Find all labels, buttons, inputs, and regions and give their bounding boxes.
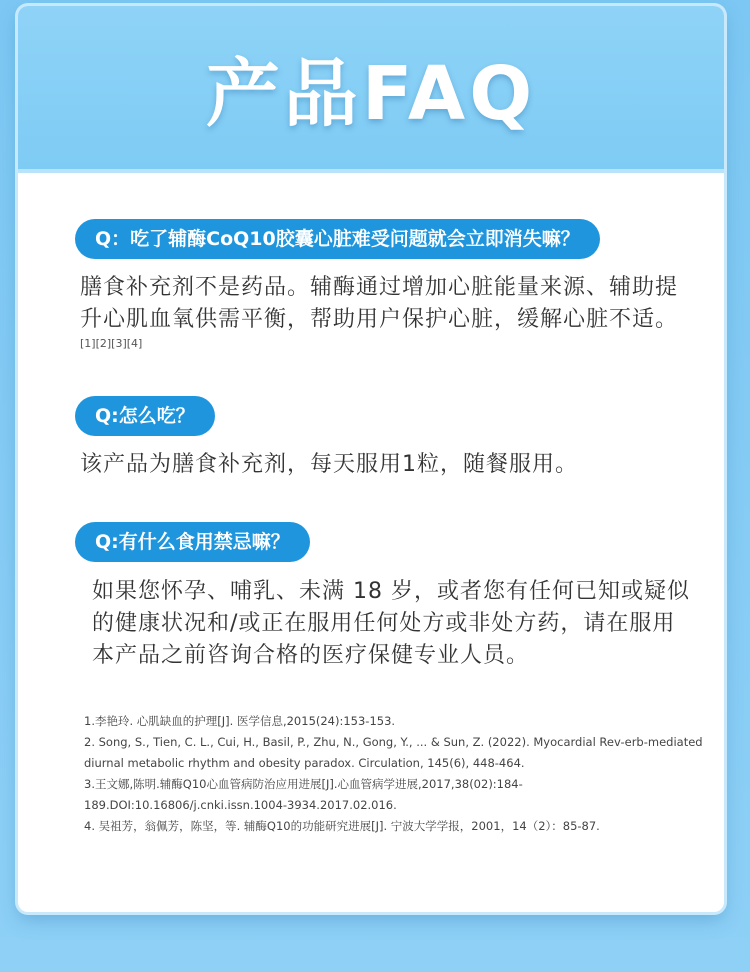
faq-answer-2: 该产品为膳食补充剂，每天服用1粒，随餐服用。 (80, 452, 578, 477)
reference-item: 1.李艳玲. 心肌缺血的护理[J]. 医学信息,2015(24):153-153. (84, 714, 396, 728)
reference-item: 4. 吴祖芳，翁佩芳，陈坚，等. 辅酶Q10的功能研究进展[J]. 宁波大学学报，2001，14（2）：85-87. (84, 819, 600, 833)
references-list (84, 711, 704, 837)
reference-item: 2. Song, S., Tien, C. L., Cui, H., Basil, P., Zhu, N., Gong, Y., ... & Sun, Z. (2022). Myocardial Rev-erb-mediated diurnal metabolic rhythm and obesity paradox. Circulation, 145(6), 448-464. (84, 735, 703, 770)
faq-card (18, 6, 724, 912)
header-banner (18, 6, 724, 173)
faq-answer-3: 如果您怀孕、哺乳、未满 18 岁，或者您有任何已知或疑似的健康状况和/或正在服用任何处方或非处方药，请在服用本产品之前咨询合格的医疗保健专业人员。 (92, 579, 690, 668)
faq-answer-1: 膳食补充剂不是药品。辅酶通过增加心脏能量来源、辅助提升心肌血氧供需平衡，帮助用户保护心脏，缓解心脏不适。 (80, 275, 679, 332)
faq-question-3: Q:有什么食用禁忌嘛？ (75, 522, 310, 562)
reference-item: 3.王文娜,陈明.辅酶Q10心血管病防治应用进展[J].心血管病学进展,2017,38(02):184-189.DOI:10.16806/j.cnki.issn.1004-3934.2017.02.016. (84, 777, 523, 812)
faq-question-1: Q：吃了辅酶CoQ10胶囊心脏难受问题就会立即消失嘛？ (75, 219, 600, 259)
page-title: 产品FAQ (205, 50, 537, 137)
faq-question-2: Q:怎么吃？ (75, 396, 215, 436)
citation-marks: [1][2][3][4] (80, 337, 143, 350)
